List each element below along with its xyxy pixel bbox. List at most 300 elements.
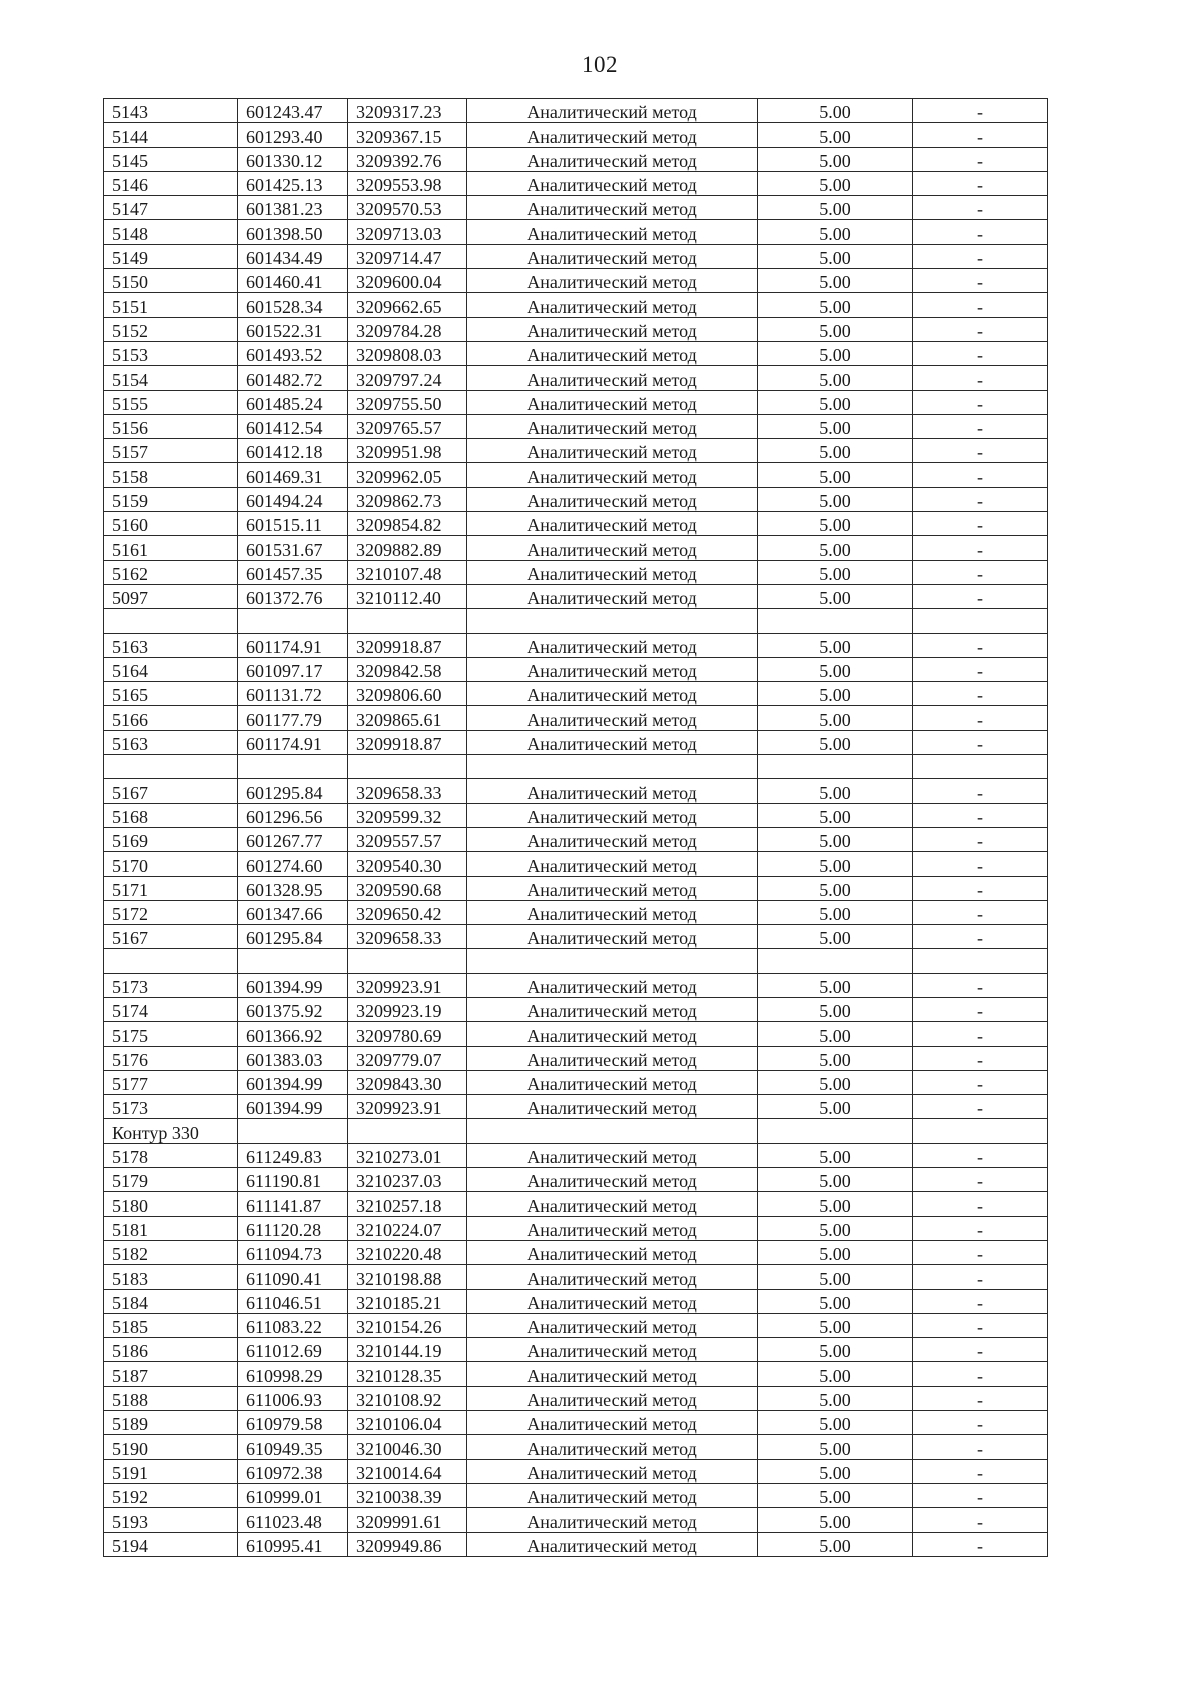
- note-cell: -: [913, 147, 1048, 171]
- x-coordinate-cell: 601267.77: [238, 827, 348, 851]
- method-cell: Аналитический метод: [467, 1289, 758, 1313]
- method-cell: Аналитический метод: [467, 1338, 758, 1362]
- y-coordinate-cell: 3209780.69: [348, 1022, 467, 1046]
- note-cell: -: [913, 1022, 1048, 1046]
- method-cell: Аналитический метод: [467, 876, 758, 900]
- y-coordinate-cell: 3209540.30: [348, 852, 467, 876]
- method-cell: Аналитический метод: [467, 99, 758, 123]
- table-row: [104, 633, 1048, 657]
- table-row: [104, 925, 1048, 949]
- y-coordinate-cell: 3209600.04: [348, 269, 467, 293]
- coordinates-table: [103, 98, 1048, 1557]
- note-cell: -: [913, 244, 1048, 268]
- note-cell: -: [913, 341, 1048, 365]
- x-coordinate-cell: 601243.47: [238, 99, 348, 123]
- x-coordinate-cell: 601328.95: [238, 876, 348, 900]
- y-coordinate-cell: 3209797.24: [348, 366, 467, 390]
- note-cell: -: [913, 269, 1048, 293]
- x-coordinate-cell: 610999.01: [238, 1483, 348, 1507]
- note-cell: -: [913, 633, 1048, 657]
- method-cell: Аналитический метод: [467, 171, 758, 195]
- table-row: [104, 1192, 1048, 1216]
- y-coordinate-cell: 3209923.91: [348, 973, 467, 997]
- method-cell: Аналитический метод: [467, 1168, 758, 1192]
- precision-cell: 5.00: [758, 1483, 913, 1507]
- method-cell: Аналитический метод: [467, 220, 758, 244]
- note-cell: -: [913, 1289, 1048, 1313]
- method-cell: Аналитический метод: [467, 244, 758, 268]
- point-id-cell: 5165: [104, 682, 238, 706]
- precision-cell: 5.00: [758, 269, 913, 293]
- method-cell: Аналитический метод: [467, 1313, 758, 1337]
- method-cell: Аналитический метод: [467, 1459, 758, 1483]
- x-coordinate-cell: [238, 1119, 348, 1143]
- y-coordinate-cell: 3210014.64: [348, 1459, 467, 1483]
- note-cell: [913, 755, 1048, 779]
- method-cell: Аналитический метод: [467, 852, 758, 876]
- table-row: [104, 439, 1048, 463]
- table-row: [104, 1338, 1048, 1362]
- y-coordinate-cell: 3210144.19: [348, 1338, 467, 1362]
- x-coordinate-cell: 611083.22: [238, 1313, 348, 1337]
- precision-cell: 5.00: [758, 317, 913, 341]
- table-row: [104, 803, 1048, 827]
- precision-cell: 5.00: [758, 925, 913, 949]
- y-coordinate-cell: 3210185.21: [348, 1289, 467, 1313]
- point-id-cell: 5156: [104, 414, 238, 438]
- point-id-cell: 5164: [104, 657, 238, 681]
- x-coordinate-cell: 610995.41: [238, 1532, 348, 1556]
- x-coordinate-cell: 601412.18: [238, 439, 348, 463]
- y-coordinate-cell: 3210106.04: [348, 1411, 467, 1435]
- method-cell: Аналитический метод: [467, 1240, 758, 1264]
- table-row: [104, 876, 1048, 900]
- x-coordinate-cell: 601296.56: [238, 803, 348, 827]
- y-coordinate-cell: 3209991.61: [348, 1508, 467, 1532]
- note-cell: -: [913, 1046, 1048, 1070]
- precision-cell: 5.00: [758, 779, 913, 803]
- x-coordinate-cell: 601174.91: [238, 730, 348, 754]
- y-coordinate-cell: 3209317.23: [348, 99, 467, 123]
- table-row: [104, 220, 1048, 244]
- table-row: [104, 1046, 1048, 1070]
- y-coordinate-cell: 3210112.40: [348, 584, 467, 608]
- point-id-cell: 5146: [104, 171, 238, 195]
- table-row: [104, 1070, 1048, 1094]
- point-id-cell: 5163: [104, 730, 238, 754]
- precision-cell: 5.00: [758, 682, 913, 706]
- method-cell: [467, 1119, 758, 1143]
- x-coordinate-cell: 611023.48: [238, 1508, 348, 1532]
- method-cell: Аналитический метод: [467, 1483, 758, 1507]
- table-row: [104, 196, 1048, 220]
- note-cell: -: [913, 293, 1048, 317]
- y-coordinate-cell: 3209765.57: [348, 414, 467, 438]
- x-coordinate-cell: 601482.72: [238, 366, 348, 390]
- y-coordinate-cell: 3210154.26: [348, 1313, 467, 1337]
- y-coordinate-cell: 3209658.33: [348, 779, 467, 803]
- method-cell: Аналитический метод: [467, 1095, 758, 1119]
- note-cell: -: [913, 487, 1048, 511]
- table-row: [104, 463, 1048, 487]
- y-coordinate-cell: 3209713.03: [348, 220, 467, 244]
- table-row: [104, 171, 1048, 195]
- table-row: [104, 852, 1048, 876]
- point-id-cell: 5191: [104, 1459, 238, 1483]
- x-coordinate-cell: 611006.93: [238, 1386, 348, 1410]
- x-coordinate-cell: 601394.99: [238, 1095, 348, 1119]
- precision-cell: 5.00: [758, 220, 913, 244]
- x-coordinate-cell: 601293.40: [238, 123, 348, 147]
- x-coordinate-cell: 601528.34: [238, 293, 348, 317]
- x-coordinate-cell: 601274.60: [238, 852, 348, 876]
- point-id-cell: 5179: [104, 1168, 238, 1192]
- note-cell: -: [913, 317, 1048, 341]
- method-cell: Аналитический метод: [467, 463, 758, 487]
- y-coordinate-cell: 3209392.76: [348, 147, 467, 171]
- precision-cell: 5.00: [758, 633, 913, 657]
- point-id-cell: 5188: [104, 1386, 238, 1410]
- note-cell: -: [913, 1483, 1048, 1507]
- point-id-cell: 5160: [104, 512, 238, 536]
- method-cell: Аналитический метод: [467, 1216, 758, 1240]
- note-cell: -: [913, 560, 1048, 584]
- table-row: [104, 293, 1048, 317]
- point-id-cell: 5177: [104, 1070, 238, 1094]
- precision-cell: 5.00: [758, 293, 913, 317]
- precision-cell: 5.00: [758, 366, 913, 390]
- y-coordinate-cell: 3210198.88: [348, 1265, 467, 1289]
- x-coordinate-cell: 611249.83: [238, 1143, 348, 1167]
- x-coordinate-cell: 610998.29: [238, 1362, 348, 1386]
- precision-cell: 5.00: [758, 536, 913, 560]
- precision-cell: 5.00: [758, 1265, 913, 1289]
- point-id-cell: 5163: [104, 633, 238, 657]
- x-coordinate-cell: 601383.03: [238, 1046, 348, 1070]
- x-coordinate-cell: 601522.31: [238, 317, 348, 341]
- x-coordinate-cell: 601425.13: [238, 171, 348, 195]
- x-coordinate-cell: 611094.73: [238, 1240, 348, 1264]
- precision-cell: 5.00: [758, 196, 913, 220]
- precision-cell: 5.00: [758, 414, 913, 438]
- note-cell: -: [913, 512, 1048, 536]
- x-coordinate-cell: 601295.84: [238, 925, 348, 949]
- method-cell: Аналитический метод: [467, 779, 758, 803]
- note-cell: -: [913, 730, 1048, 754]
- table-row: [104, 366, 1048, 390]
- x-coordinate-cell: 601469.31: [238, 463, 348, 487]
- point-id-cell: 5166: [104, 706, 238, 730]
- method-cell: Аналитический метод: [467, 196, 758, 220]
- point-id-cell: 5170: [104, 852, 238, 876]
- point-id-cell: 5176: [104, 1046, 238, 1070]
- table-row: [104, 1313, 1048, 1337]
- note-cell: -: [913, 99, 1048, 123]
- x-coordinate-cell: 601381.23: [238, 196, 348, 220]
- x-coordinate-cell: 610979.58: [238, 1411, 348, 1435]
- precision-cell: 5.00: [758, 876, 913, 900]
- point-id-cell: 5178: [104, 1143, 238, 1167]
- precision-cell: 5.00: [758, 1216, 913, 1240]
- x-coordinate-cell: 601174.91: [238, 633, 348, 657]
- note-cell: -: [913, 803, 1048, 827]
- precision-cell: 5.00: [758, 1289, 913, 1313]
- precision-cell: 5.00: [758, 584, 913, 608]
- precision-cell: 5.00: [758, 1070, 913, 1094]
- table-row: [104, 1532, 1048, 1556]
- y-coordinate-cell: 3209882.89: [348, 536, 467, 560]
- note-cell: -: [913, 1070, 1048, 1094]
- x-coordinate-cell: [238, 755, 348, 779]
- method-cell: Аналитический метод: [467, 1265, 758, 1289]
- precision-cell: 5.00: [758, 730, 913, 754]
- method-cell: Аналитический метод: [467, 123, 758, 147]
- x-coordinate-cell: 601398.50: [238, 220, 348, 244]
- note-cell: -: [913, 1095, 1048, 1119]
- x-coordinate-cell: 601457.35: [238, 560, 348, 584]
- y-coordinate-cell: 3210046.30: [348, 1435, 467, 1459]
- note-cell: [913, 1119, 1048, 1143]
- y-coordinate-cell: 3209557.57: [348, 827, 467, 851]
- x-coordinate-cell: 611120.28: [238, 1216, 348, 1240]
- precision-cell: 5.00: [758, 463, 913, 487]
- point-id-cell: 5181: [104, 1216, 238, 1240]
- table-row: [104, 1508, 1048, 1532]
- table-row: [104, 341, 1048, 365]
- method-cell: Аналитический метод: [467, 900, 758, 924]
- y-coordinate-cell: [348, 1119, 467, 1143]
- table-row: [104, 536, 1048, 560]
- method-cell: Аналитический метод: [467, 584, 758, 608]
- y-coordinate-cell: 3209779.07: [348, 1046, 467, 1070]
- table-row: [104, 584, 1048, 608]
- method-cell: Аналитический метод: [467, 1022, 758, 1046]
- method-cell: Аналитический метод: [467, 1508, 758, 1532]
- table-row: [104, 1289, 1048, 1313]
- x-coordinate-cell: 611046.51: [238, 1289, 348, 1313]
- method-cell: Аналитический метод: [467, 269, 758, 293]
- table-row: [104, 1022, 1048, 1046]
- note-cell: -: [913, 706, 1048, 730]
- point-id-cell: 5185: [104, 1313, 238, 1337]
- x-coordinate-cell: 610949.35: [238, 1435, 348, 1459]
- x-coordinate-cell: 611141.87: [238, 1192, 348, 1216]
- point-id-cell: 5161: [104, 536, 238, 560]
- point-id-cell: 5187: [104, 1362, 238, 1386]
- method-cell: Аналитический метод: [467, 1362, 758, 1386]
- method-cell: Аналитический метод: [467, 439, 758, 463]
- table-row: [104, 997, 1048, 1021]
- point-id-cell: 5155: [104, 390, 238, 414]
- point-id-cell: 5168: [104, 803, 238, 827]
- x-coordinate-cell: 601295.84: [238, 779, 348, 803]
- x-coordinate-cell: 601372.76: [238, 584, 348, 608]
- note-cell: -: [913, 997, 1048, 1021]
- method-cell: Аналитический метод: [467, 682, 758, 706]
- x-coordinate-cell: 601330.12: [238, 147, 348, 171]
- note-cell: -: [913, 1459, 1048, 1483]
- table-row: [104, 827, 1048, 851]
- y-coordinate-cell: 3210257.18: [348, 1192, 467, 1216]
- y-coordinate-cell: 3209951.98: [348, 439, 467, 463]
- table-row: [104, 1216, 1048, 1240]
- point-id-cell: 5143: [104, 99, 238, 123]
- note-cell: -: [913, 123, 1048, 147]
- precision-cell: 5.00: [758, 1459, 913, 1483]
- precision-cell: 5.00: [758, 657, 913, 681]
- y-coordinate-cell: [348, 949, 467, 973]
- y-coordinate-cell: 3210220.48: [348, 1240, 467, 1264]
- precision-cell: 5.00: [758, 439, 913, 463]
- point-id-cell: 5153: [104, 341, 238, 365]
- x-coordinate-cell: 601493.52: [238, 341, 348, 365]
- note-cell: -: [913, 463, 1048, 487]
- method-cell: Аналитический метод: [467, 317, 758, 341]
- y-coordinate-cell: [348, 755, 467, 779]
- x-coordinate-cell: 611012.69: [238, 1338, 348, 1362]
- x-coordinate-cell: 601347.66: [238, 900, 348, 924]
- method-cell: Аналитический метод: [467, 1143, 758, 1167]
- y-coordinate-cell: 3209367.15: [348, 123, 467, 147]
- precision-cell: 5.00: [758, 123, 913, 147]
- note-cell: -: [913, 1216, 1048, 1240]
- x-coordinate-cell: 601485.24: [238, 390, 348, 414]
- note-cell: -: [913, 1508, 1048, 1532]
- note-cell: -: [913, 414, 1048, 438]
- point-id-cell: 5180: [104, 1192, 238, 1216]
- point-id-cell: 5173: [104, 973, 238, 997]
- point-id-cell: 5144: [104, 123, 238, 147]
- precision-cell: 5.00: [758, 1046, 913, 1070]
- table-row: [104, 755, 1048, 779]
- point-id-cell: [104, 949, 238, 973]
- y-coordinate-cell: 3210237.03: [348, 1168, 467, 1192]
- note-cell: -: [913, 900, 1048, 924]
- note-cell: -: [913, 925, 1048, 949]
- note-cell: -: [913, 1338, 1048, 1362]
- precision-cell: [758, 1119, 913, 1143]
- table-row: [104, 1362, 1048, 1386]
- note-cell: -: [913, 584, 1048, 608]
- precision-cell: 5.00: [758, 487, 913, 511]
- x-coordinate-cell: 601515.11: [238, 512, 348, 536]
- x-coordinate-cell: 601177.79: [238, 706, 348, 730]
- precision-cell: 5.00: [758, 1095, 913, 1119]
- y-coordinate-cell: 3209843.30: [348, 1070, 467, 1094]
- precision-cell: 5.00: [758, 390, 913, 414]
- point-id-cell: 5171: [104, 876, 238, 900]
- x-coordinate-cell: 611090.41: [238, 1265, 348, 1289]
- y-coordinate-cell: 3209918.87: [348, 730, 467, 754]
- method-cell: Аналитический метод: [467, 803, 758, 827]
- x-coordinate-cell: 610972.38: [238, 1459, 348, 1483]
- point-id-cell: 5097: [104, 584, 238, 608]
- table-row: [104, 317, 1048, 341]
- table-row: [104, 99, 1048, 123]
- precision-cell: 5.00: [758, 512, 913, 536]
- y-coordinate-cell: 3209784.28: [348, 317, 467, 341]
- point-id-cell: 5150: [104, 269, 238, 293]
- precision-cell: 5.00: [758, 1508, 913, 1532]
- precision-cell: 5.00: [758, 244, 913, 268]
- x-coordinate-cell: 611190.81: [238, 1168, 348, 1192]
- y-coordinate-cell: 3210038.39: [348, 1483, 467, 1507]
- y-coordinate-cell: 3209553.98: [348, 171, 467, 195]
- point-id-cell: 5173: [104, 1095, 238, 1119]
- precision-cell: 5.00: [758, 852, 913, 876]
- y-coordinate-cell: 3210224.07: [348, 1216, 467, 1240]
- precision-cell: 5.00: [758, 341, 913, 365]
- point-id-cell: [104, 755, 238, 779]
- method-cell: Аналитический метод: [467, 997, 758, 1021]
- point-id-cell: 5194: [104, 1532, 238, 1556]
- x-coordinate-cell: 601366.92: [238, 1022, 348, 1046]
- y-coordinate-cell: 3209923.91: [348, 1095, 467, 1119]
- method-cell: Аналитический метод: [467, 512, 758, 536]
- table-row: [104, 1411, 1048, 1435]
- point-id-cell: Контур 330: [104, 1119, 238, 1143]
- page-number: 102: [582, 52, 618, 77]
- note-cell: -: [913, 1168, 1048, 1192]
- precision-cell: 5.00: [758, 147, 913, 171]
- method-cell: Аналитический метод: [467, 1070, 758, 1094]
- note-cell: -: [913, 1411, 1048, 1435]
- note-cell: -: [913, 1192, 1048, 1216]
- note-cell: -: [913, 1143, 1048, 1167]
- y-coordinate-cell: 3209755.50: [348, 390, 467, 414]
- precision-cell: 5.00: [758, 560, 913, 584]
- y-coordinate-cell: 3210273.01: [348, 1143, 467, 1167]
- point-id-cell: 5149: [104, 244, 238, 268]
- note-cell: -: [913, 1265, 1048, 1289]
- point-id-cell: 5162: [104, 560, 238, 584]
- point-id-cell: 5174: [104, 997, 238, 1021]
- note-cell: -: [913, 1362, 1048, 1386]
- table-row: [104, 244, 1048, 268]
- method-cell: Аналитический метод: [467, 657, 758, 681]
- x-coordinate-cell: 601375.92: [238, 997, 348, 1021]
- note-cell: -: [913, 220, 1048, 244]
- x-coordinate-cell: 601131.72: [238, 682, 348, 706]
- method-cell: [467, 609, 758, 633]
- note-cell: -: [913, 196, 1048, 220]
- table-row: [104, 609, 1048, 633]
- x-coordinate-cell: 601531.67: [238, 536, 348, 560]
- point-id-cell: 5169: [104, 827, 238, 851]
- x-coordinate-cell: 601412.54: [238, 414, 348, 438]
- y-coordinate-cell: 3209862.73: [348, 487, 467, 511]
- precision-cell: [758, 949, 913, 973]
- precision-cell: [758, 609, 913, 633]
- point-id-cell: 5172: [104, 900, 238, 924]
- table-row: [104, 900, 1048, 924]
- note-cell: -: [913, 366, 1048, 390]
- table-row: [104, 1265, 1048, 1289]
- precision-cell: 5.00: [758, 973, 913, 997]
- y-coordinate-cell: 3209949.86: [348, 1532, 467, 1556]
- table-row: [104, 657, 1048, 681]
- table-row: [104, 560, 1048, 584]
- point-id-cell: 5167: [104, 779, 238, 803]
- table-row: [104, 706, 1048, 730]
- table-row: [104, 1240, 1048, 1264]
- table-row: [104, 949, 1048, 973]
- table-row: [104, 123, 1048, 147]
- precision-cell: 5.00: [758, 827, 913, 851]
- x-coordinate-cell: 601394.99: [238, 1070, 348, 1094]
- method-cell: Аналитический метод: [467, 1386, 758, 1410]
- y-coordinate-cell: 3209865.61: [348, 706, 467, 730]
